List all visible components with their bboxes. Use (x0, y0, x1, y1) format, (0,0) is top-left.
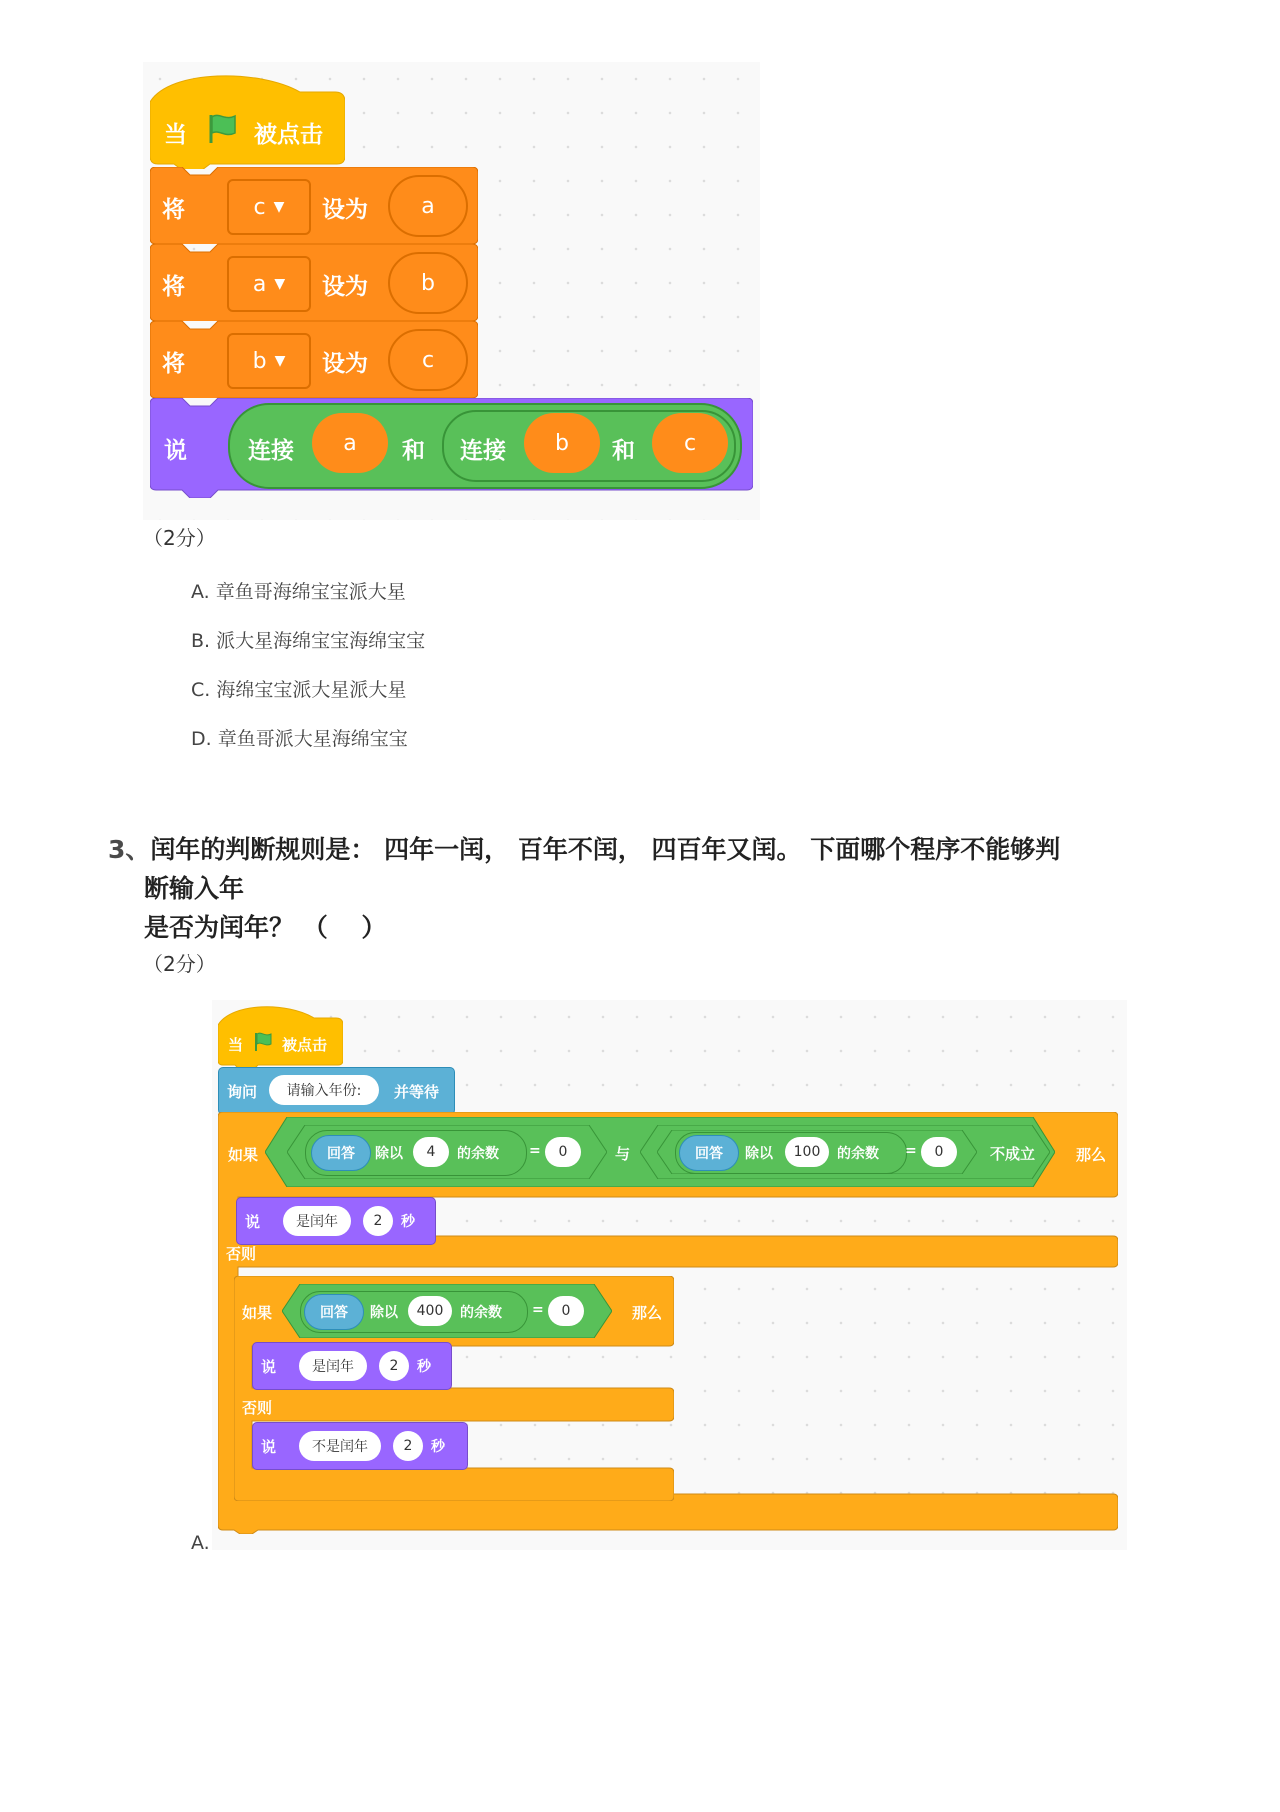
seconds-text: 2 (389, 1358, 399, 1374)
variable-dropdown (227, 333, 311, 389)
number-input (413, 1137, 449, 1167)
value-input (388, 175, 468, 237)
seconds-text: 2 (403, 1438, 413, 1454)
say-join-block (150, 398, 753, 498)
set-variable-block (150, 167, 478, 244)
answer-text: 回答 (320, 1305, 348, 1321)
value-text: c (683, 430, 697, 456)
if-keyword: 如果 (228, 1146, 259, 1164)
join-label: 连接 (460, 438, 506, 464)
remainder-label: 的余数 (837, 1146, 879, 1162)
set-to-label: 设为 (322, 351, 368, 377)
value-text: b (421, 270, 435, 296)
say-verb: 说 (245, 1213, 261, 1231)
value-text: a (421, 193, 435, 219)
and-label: 和 (402, 438, 425, 464)
question-score: （2分） (143, 526, 216, 550)
say-for-seconds-block (252, 1422, 468, 1470)
seconds-input (393, 1431, 423, 1461)
remainder-label: 的余数 (457, 1146, 499, 1162)
dropdown-value: b (252, 348, 267, 374)
if-keyword: 如果 (242, 1304, 273, 1322)
say-verb: 说 (261, 1438, 277, 1456)
value-input (388, 252, 468, 314)
option-b[interactable]: B. 派大星海绵宝宝海绵宝宝 (191, 630, 426, 652)
set-verb: 将 (162, 351, 185, 377)
message-text: 不是闰年 (312, 1439, 368, 1455)
seconds-label: 秒 (431, 1439, 445, 1455)
question-line-1 (108, 830, 1188, 869)
equals-label: = (529, 1143, 541, 1159)
dropdown-value: c (253, 194, 266, 220)
hat-clicked-label: 被点击 (254, 122, 323, 148)
number-text: 100 (793, 1144, 821, 1160)
answer-reporter (304, 1294, 364, 1330)
else-keyword: 否则 (242, 1399, 273, 1417)
question-line-3: 是否为闰年？ （ ） (144, 913, 387, 942)
question-number: 3、 (108, 835, 151, 864)
answer-text: 回答 (327, 1146, 355, 1162)
number-text: 0 (561, 1303, 571, 1319)
answer-text: 回答 (695, 1146, 723, 1162)
set-variable-block (150, 244, 478, 321)
join-value-a (312, 413, 388, 473)
when-flag-clicked-block (150, 64, 345, 169)
join-value-c (652, 413, 728, 473)
number-text: 4 (426, 1144, 436, 1160)
say-for-seconds-block (252, 1342, 452, 1390)
say-verb: 说 (261, 1358, 277, 1376)
remainder-label: 的余数 (460, 1305, 502, 1321)
question-line-2: 断输入年 (144, 874, 245, 903)
number-text: 0 (558, 1144, 568, 1160)
value-input (388, 329, 468, 391)
question-text: 闰年的判断规则是： 四年一闰， 百年不闰， 四百年又闰。 下面哪个程序不能够判 (150, 835, 1061, 864)
option-a[interactable]: A. 章鱼哥海绵宝宝派大星 (191, 581, 406, 603)
chevron-down-icon: ▼ (274, 353, 286, 369)
say-for-seconds-block (236, 1197, 436, 1245)
set-to-label: 设为 (322, 197, 368, 223)
option-c[interactable]: C. 海绵宝宝派大星派大星 (191, 679, 407, 701)
value-text: b (555, 430, 569, 456)
number-text: 400 (416, 1303, 444, 1319)
say-verb: 说 (164, 438, 187, 464)
option-a[interactable]: A. (191, 1532, 210, 1554)
number-input (408, 1296, 452, 1326)
mod-label: 除以 (745, 1146, 773, 1162)
ask-verb: 询问 (227, 1083, 258, 1101)
seconds-input (363, 1206, 393, 1236)
hat-when-label: 当 (228, 1036, 244, 1054)
not-keyword: 不成立 (990, 1145, 1036, 1163)
number-text: 0 (934, 1144, 944, 1160)
equals-label: = (532, 1302, 544, 1318)
variable-dropdown (227, 179, 311, 235)
chevron-down-icon: ▼ (274, 276, 286, 292)
value-text: c (421, 347, 435, 373)
green-flag-icon (252, 1031, 274, 1053)
message-input (299, 1351, 367, 1381)
message-text: 是闰年 (312, 1359, 354, 1375)
hat-when-label: 当 (164, 122, 187, 148)
set-verb: 将 (162, 197, 185, 223)
seconds-label: 秒 (401, 1214, 415, 1230)
dropdown-value: a (252, 271, 267, 297)
number-input (921, 1137, 957, 1167)
number-input (785, 1137, 829, 1167)
ask-and-wait-block (218, 1067, 455, 1115)
number-input (548, 1296, 584, 1326)
else-keyword: 否则 (226, 1245, 257, 1263)
green-flag-icon (205, 111, 241, 147)
question-3-title (108, 830, 1188, 947)
mod-label: 除以 (370, 1305, 398, 1321)
message-text: 是闰年 (296, 1214, 338, 1230)
variable-dropdown (227, 256, 311, 312)
prompt-text: 请输入年份: (286, 1083, 362, 1099)
chevron-down-icon: ▼ (273, 199, 285, 215)
set-variable-block (150, 321, 478, 398)
seconds-input (379, 1351, 409, 1381)
mod-label: 除以 (375, 1146, 403, 1162)
seconds-label: 秒 (417, 1359, 431, 1375)
message-input (283, 1206, 351, 1236)
set-to-label: 设为 (322, 274, 368, 300)
answer-reporter (311, 1135, 371, 1171)
and-label: 和 (612, 438, 635, 464)
then-keyword: 那么 (632, 1304, 663, 1322)
message-input (299, 1431, 381, 1461)
ask-prompt-input (269, 1075, 379, 1105)
join-label: 连接 (248, 438, 294, 464)
value-text: a (343, 430, 357, 456)
equals-label: = (905, 1143, 917, 1159)
ask-wait-label: 并等待 (394, 1083, 440, 1101)
and-operator-block (265, 1117, 1055, 1187)
answer-reporter (679, 1135, 739, 1171)
when-flag-clicked-block (218, 1000, 343, 1070)
and-keyword: 与 (615, 1145, 631, 1163)
number-input (545, 1137, 581, 1167)
set-verb: 将 (162, 274, 185, 300)
question-score: （2分） (143, 952, 216, 976)
option-d[interactable]: D. 章鱼哥派大星海绵宝宝 (191, 728, 408, 750)
seconds-text: 2 (373, 1213, 383, 1229)
then-keyword: 那么 (1076, 1146, 1107, 1164)
hat-clicked-label: 被点击 (282, 1036, 328, 1054)
join-value-b (524, 413, 600, 473)
